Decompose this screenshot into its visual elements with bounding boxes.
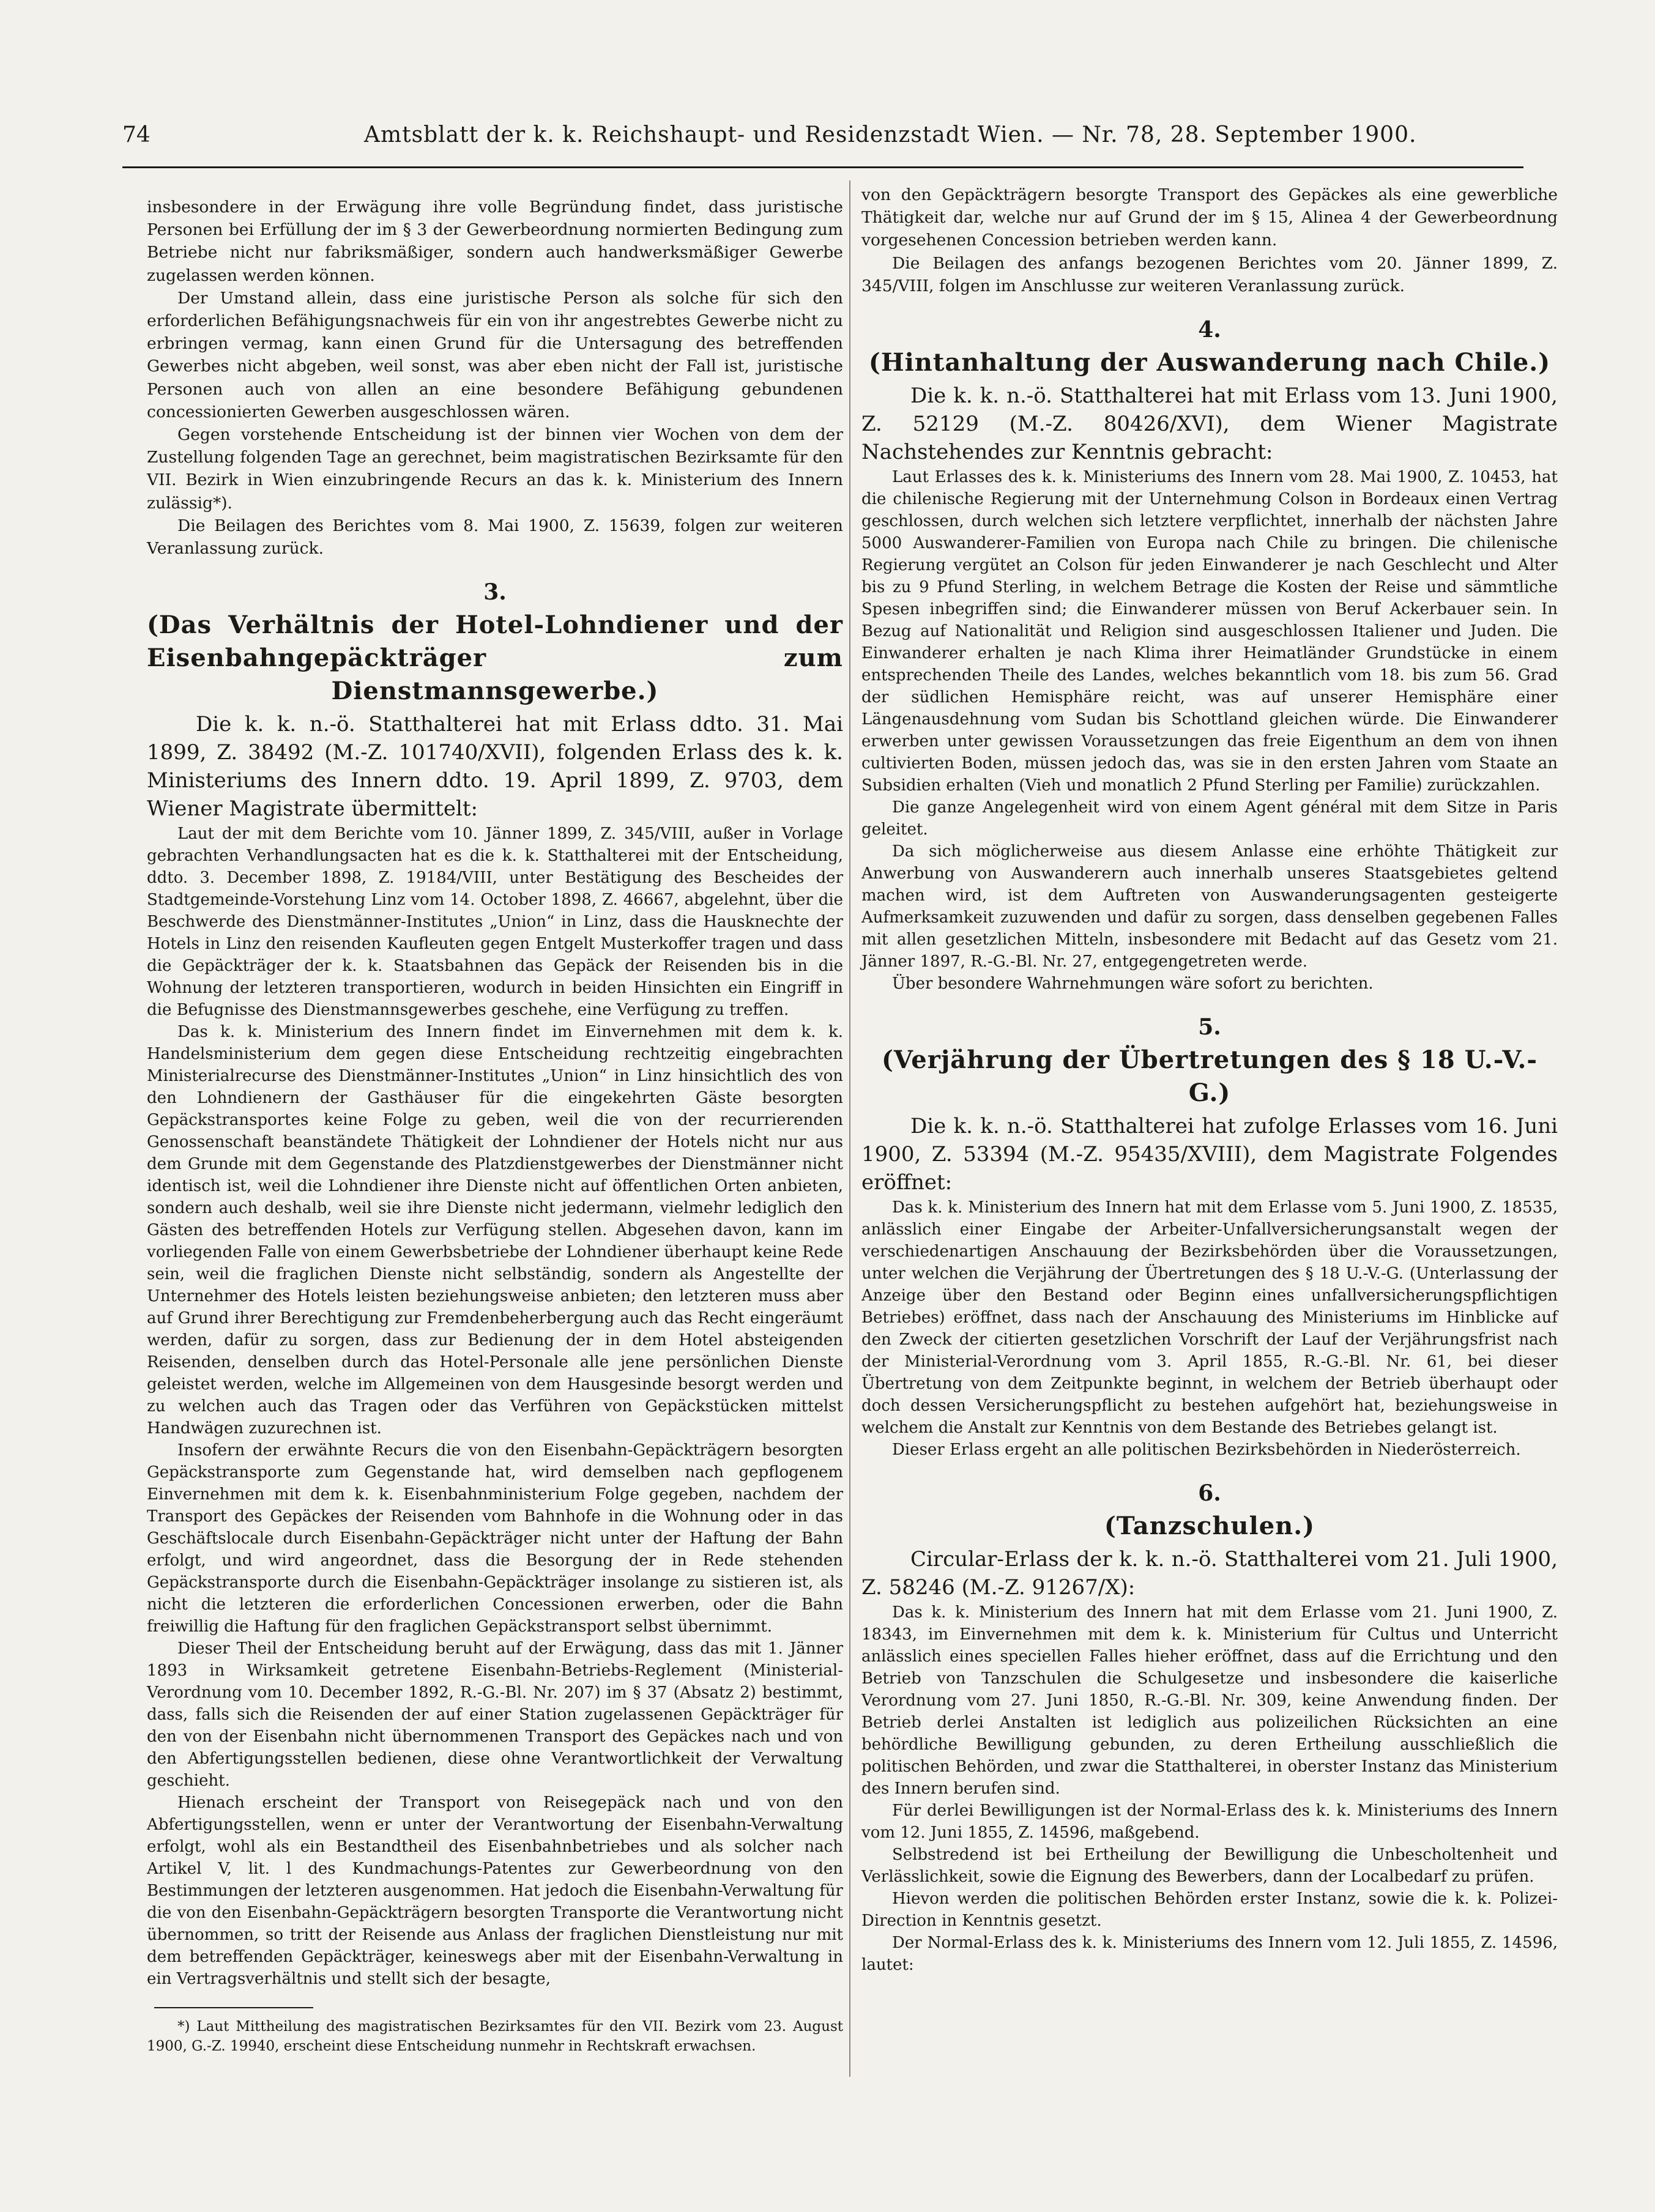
paragraph: Selbstredend ist bei Ertheilung der Bewilligung die Unbescholtenheit und Verlässlichkeit, sowie die Eignung des Bewerbers, dann der Localbedarf zu prüfen. [861,1846,1558,1887]
paragraph: Für derlei Bewilligungen ist der Normal-Erlass des k. k. Ministeriums des Innern vom 12. Juni 1855, Z. 14596, maßgebend. [861,1802,1558,1843]
paragraph: Hievon werden die politischen Behörden erster Instanz, sowie die k. k. Polizei-Direction in Kenntnis gesetzt. [861,1890,1558,1931]
footnote-rule [154,2007,313,2008]
header-rule [122,166,1523,168]
paragraph: Über besondere Wahrnehmungen wäre sofort zu berichten. [892,974,1374,993]
section-number: 3. [483,579,507,606]
page-header [122,122,1523,159]
paragraph: Das k. k. Ministerium des Innern findet im Einvernehmen mit dem k. k. Handelsministerium dem gegen diese Entscheidung rechtzeitig eingebrachten Ministerialrecurse des Dienstmänner-Institutes „Union“ in Linz hinsichtlich des von den Lohndienern der Gasthäuser für die eingekehrten Gäste besorgten Gepäckstransportes keine Folge zu geben, weil die von der recurrierenden Genossenschaft beanständete Thätigkeit der Lohndiener der Hotels nicht nur aus dem Grunde mit dem Gegenstande des Platzdienstgewerbes der Dienstmänner nicht identisch ist, weil die Lohndiener ihre Dienste nicht auf öffentlichen Orten anbieten, sondern auch deshalb, weil sie ihre Dienste nicht jedermann, vielmehr lediglich den Gästen des betreffenden Hotels zur Verfügung stellen. Abgesehen davon, kann im vorliegenden Falle von einem Gewerbsbetriebe der Lohndiener überhaupt keine Rede sein, weil die fraglichen Dienste nicht selbständig, sondern als Angestellte der Unternehmer des Hotels leisten beziehungsweise anbieten; den letzteren muss aber auf Grund ihrer Berechtigung zur Fremdenbeherbergung auch das Recht eingeräumt werden, dafür zu sorgen, dass zur Bedienung der in dem Hotel absteigenden Reisenden, denselben durch das Hotel-Personale alle jene persönlichen Dienste geleistet werden, welche im Allgemeinen von dem Hausgesinde besorgt werden und zu welchen auch das Tragen oder das Verführen von Gepäckstücken mittelst Handwägen zuzurechnen ist. [147,1023,843,1438]
paragraph: Dieser Theil der Entscheidung beruht auf der Erwägung, dass das mit 1. Jänner 1893 in Wirksamkeit getretene Eisenbahn-Betriebs-Reglement (Ministerial-Verordnung vom 10. December 1892, R.-G.-Bl. Nr. 207) im § 37 (Absatz 2) bestimmt, dass, falls sich die Reisenden der auf einer Station zugelassenen Gepäckträger für den von der Eisenbahn nicht übernommenen Transport des Gepäckes nach und von den Abfertigungsstellen bedienen, diese ohne Verantwortlichkeit der Verwaltung geschieht. [147,1639,843,1791]
page-number: 74 [122,122,151,147]
paragraph: Laut Erlasses des k. k. Ministeriums des Innern vom 28. Mai 1900, Z. 10453, hat die chilenische Regierung mit der Unternehmung Colson in Bordeaux einen Vertrag geschlossen, durch welchen sich letztere verpflichtet, innerhalb der nächsten Jahre 5000 Auswanderer-Familien von Europa nach Chile zu bringen. Die chilenische Regierung vergütet an Colson für jeden Einwanderer je nach Geschlecht und Alter bis zu 9 Pfund Sterling, in welchem Betrage die Kosten der Reise und sämmtliche Spesen inbegriffen sind; die Einwanderer müssen von Beruf Ackerbauer sein. In Bezug auf Nationalität und Religion sind ausgeschlossen Italiener und Juden. Die Einwanderer erhalten je nach Klima ihrer Heimatländer Grundstücke in einem entsprechenden Theile des Landes, welches bekanntlich vom 18. bis zum 56. Grad der südlichen Hemisphäre reicht, was auf unserer Hemisphäre einer Längenausdehnung vom Sudan bis Schottland gleichen würde. Die Einwanderer erwerben unter gewissen Voraussetzungen das freie Eigenthum an dem von ihnen cultivierten Boden, müssen jedoch das, was sie in den ersten Jahren vom Staate an Subsidien erhalten (Vieh und monatlich 2 Pfund Sterling per Familie) zurückzahlen. [861,468,1558,795]
paragraph: Die Beilagen des Berichtes vom 8. Mai 1900, Z. 15639, folgen zur weiteren Veranlassung zurück. [147,516,843,559]
section-number: 6. [1198,1480,1221,1507]
paragraph: Gegen vorstehende Entscheidung ist der binnen vier Wochen von dem der Zustellung folgenden Tage an gerechnet, beim magistratischen Bezirksamte für den VII. Bezirk in Wien einzubringende Recurs an das k. k. Ministerium des Innern zulässig*). [147,425,843,513]
section-intro: Die k. k. n.-ö. Statthalterei hat mit Erlass vom 13. Juni 1900, Z. 52129 (M.-Z. 80426/XVI), dem Wiener Magistrate Nachstehendes zur Kenntnis gebracht: [861,384,1558,465]
section-title: (Hintanhaltung der Auswanderung nach Chile.) [868,348,1551,377]
paragraph: Da sich möglicherweise aus diesem Anlasse eine erhöhte Thätigkeit zur Anwerbung von Auswanderern auch innerhalb unseres Staatsgebietes geltend machen wird, ist dem Auftreten von Auswanderungsagenten gesteigerte Aufmerksamkeit zuzuwenden und dafür zu sorgen, dass denselben gegebenen Falles mit allen gesetzlichen Mitteln, insbesondere mit Bedacht auf das Gesetz vom 21. Jänner 1897, R.-G.-Bl. Nr. 27, entgegengetreten werde. [861,842,1558,971]
paragraph: Laut der mit dem Berichte vom 10. Jänner 1899, Z. 345/VIII, außer in Vorlage gebrachten Verhandlungsacten hat es die k. k. Statthalterei mit der Entscheidung, ddto. 3. December 1898, Z. 19184/VIII, unter Bestätigung des Bescheides der Stadtgemeinde-Vorstehung Linz vom 14. October 1898, Z. 46667, abgelehnt, über die Beschwerde des Dienstmänner-Institutes „Union“ in Linz, dass die Hausknechte der Hotels in Linz den reisenden Kaufleuten gegen Entgelt Musterkoffer tragen und dass die Gepäckträger der k. k. Staatsbahnen das Gepäck der Reisenden bis in die Wohnung der letzteren transportieren, wodurch in beiden Hinsichten ein Eingriff in die Befugnisse des Dienstmannsgewerbes geschehe, eine Verfügung zu treffen. [147,825,843,1020]
section-title: (Das Verhältnis der Hotel-Lohndiener und der Eisenbahngepäckträger zum Dienstmannsgewerbe.) [147,611,843,706]
section-intro: Die k. k. n.-ö. Statthalterei hat zufolge Erlasses vom 16. Juni 1900, Z. 53394 (M.-Z. 95435/XVIII), dem Magistrate Folgendes eröffnet: [861,1114,1558,1195]
column-divider [849,180,850,2077]
left-column [147,196,843,2056]
paragraph: insbesondere in der Erwägung ihre volle Begründung findet, dass juristische Personen bei Erfüllung der im § 3 der Gewerbeordnung normierten Bedingung zum Betriebe nicht nur fabriksmäßiger, sondern auch handwerksmäßiger Gewerbe zugelassen werden können. [147,198,843,285]
footnote: *) Laut Mittheilung des magistratischen Bezirksamtes für den VII. Bezirk vom 23. August 1900, G.-Z. 19940, erscheint diese Entscheidung nunmehr in Rechtskraft erwachsen. [147,2019,843,2055]
paragraph: Die Beilagen des anfangs bezogenen Berichtes vom 20. Jänner 1899, Z. 345/VIII, folgen im Anschlusse zur weiteren Veranlassung zurück. [861,253,1558,295]
paragraph: Dieser Erlass ergeht an alle politischen Bezirksbehörden in Niederösterreich. [892,1441,1521,1460]
running-title: Amtsblatt der k. k. Reichshaupt- und Residenzstadt Wien. — Nr. 78, 28. September 1900. [364,122,1417,147]
section-intro: Circular-Erlass der k. k. n.-ö. Statthalterei vom 21. Juli 1900, Z. 58246 (M.-Z. 91267/X): [861,1547,1558,1600]
paragraph: Das k. k. Ministerium des Innern hat mit dem Erlasse vom 5. Juni 1900, Z. 18535, anlässlich einer Eingabe der Arbeiter-Unfallversicherungsanstalt wegen der verschiedenartigen Anschauung der Bezirksbehörden über die Voraussetzungen, unter welchen die Verjährung der Übertretungen des § 18 U.-V.-G. (Unterlassung der Anzeige über den Bestand oder Beginn eines unfallversicherungspflichtigen Betriebes) eröffnet, dass nach der Anschauung des Ministeriums im Hinblicke auf den Zweck der citierten gesetzlichen Vorschrift der Lauf der Verjährungsfrist nach der Ministerial-Verordnung vom 3. April 1855, R.-G.-Bl. Nr. 61, bei dieser Übertretung von dem Zeitpunkte beginnt, in welchem der Betrieb überhaupt oder doch dessen Versicherungspflicht zu bestehen aufgehört hat, beziehungsweise in welchem die Anstalt zur Kenntnis von dem Bestande des Betriebes gelangt ist. [861,1198,1558,1438]
right-column [861,184,1558,1976]
paragraph: Das k. k. Ministerium des Innern hat mit dem Erlasse vom 21. Juni 1900, Z. 18343, im Einvernehmen mit dem k. k. Ministerium für Cultus und Unterricht anlässlich eines speciellen Falles hieher eröffnet, dass auf die Errichtung und den Betrieb von Tanzschulen die Schulgesetze und insbesondere die kaiserliche Verordnung vom 27. Juni 1850, R.-G.-Bl. Nr. 309, keine Anwendung finden. Der Betrieb derlei Anstalten ist lediglich aus polizeilichen Rücksichten an eine behördliche Bewilligung gebunden, zu deren Ertheilung ausschließlich die politischen Behörden, und zwar die Statthalterei, in oberster Instanz das Ministerium des Innern berufen sind. [861,1603,1558,1798]
section-title: (Tanzschulen.) [1104,1512,1315,1541]
section-intro: Die k. k. n.-ö. Statthalterei hat mit Erlass ddto. 31. Mai 1899, Z. 38492 (M.-Z. 101740/XVII), folgenden Erlass des k. k. Ministeriums des Innern ddto. 19. April 1899, Z. 9703, dem Wiener Magistrate übermittelt: [147,712,843,822]
paragraph: Insofern der erwähnte Recurs die von den Eisenbahn-Gepäckträgern besorgten Gepäckstransporte zum Gegenstande hat, wird demselben nach gepflogenem Einvernehmen mit dem k. k. Eisenbahnministerium Folge gegeben, nachdem der Transport des Gepäckes der Reisenden vom Bahnhofe in die Wohnung oder in das Geschäftslocale durch Eisenbahn-Gepäckträger nicht unter der Haftung der Bahn erfolgt, und wird angeordnet, dass die Besorgung der in Rede stehenden Gepäckstransporte durch die Eisenbahn-Gepäckträger insolange zu sistieren ist, als nicht die letzteren die erforderlichen Concessionen erwerben, oder die Bahn freiwillig die Haftung für den fraglichen Gepäckstransport selbst übernimmt. [147,1441,843,1636]
paragraph: Hienach erscheint der Transport von Reisegepäck nach und von den Abfertigungsstellen, wenn er unter der Verantwortung der Eisenbahn-Verwaltung erfolgt, wohl als ein Bestandtheil des Eisenbahnbetriebes und als solcher nach Artikel V, lit. l des Kundmachungs-Patentes zur Gewerbeordnung von den Bestimmungen der letzteren ausgenommen. Hat jedoch die Eisenbahn-Verwaltung für die von den Eisenbahn-Gepäckträgern besorgten Transporte die Verantwortung nicht übernommen, so tritt der Reisende aus Anlass der fraglichen Dienstleistung nur mit dem betreffenden Gepäckträger, keineswegs aber mit der Eisenbahn-Verwaltung in ein Vertragsverhältnis und stellt sich der besagte, [147,1794,843,1989]
paragraph: Der Normal-Erlass des k. k. Ministeriums des Innern vom 12. Juli 1855, Z. 14596, lautet: [861,1934,1558,1975]
paragraph: Die ganze Angelegenheit wird von einem Agent général mit dem Sitze in Paris geleitet. [861,798,1558,839]
paragraph: von den Gepäckträgern besorgte Transport des Gepäckes als eine gewerbliche Thätigkeit dar, welche nur auf Grund der im § 15, Alinea 4 der Gewerbeordnung vorgesehenen Concession betrieben werden kann. [861,185,1558,250]
section-title: (Verjährung der Übertretungen des § 18 U.-V.-G.) [882,1045,1538,1108]
paragraph: Der Umstand allein, dass eine juristische Person als solche für sich den erforderlichen Befähigungsnachweis für ein von ihr angestrebtes Gewerbe nicht zu erbringen vermag, kann einen Grund für die Untersagung des betreffenden Gewerbes nicht abgeben, weil sonst, was aber eben nicht der Fall ist, juristische Personen auch von allen an eine besondere Befähigung gebundenen concessionierten Gewerben ausgeschlossen wären. [147,288,843,421]
section-number: 5. [1198,1014,1221,1041]
section-number: 4. [1198,317,1221,343]
